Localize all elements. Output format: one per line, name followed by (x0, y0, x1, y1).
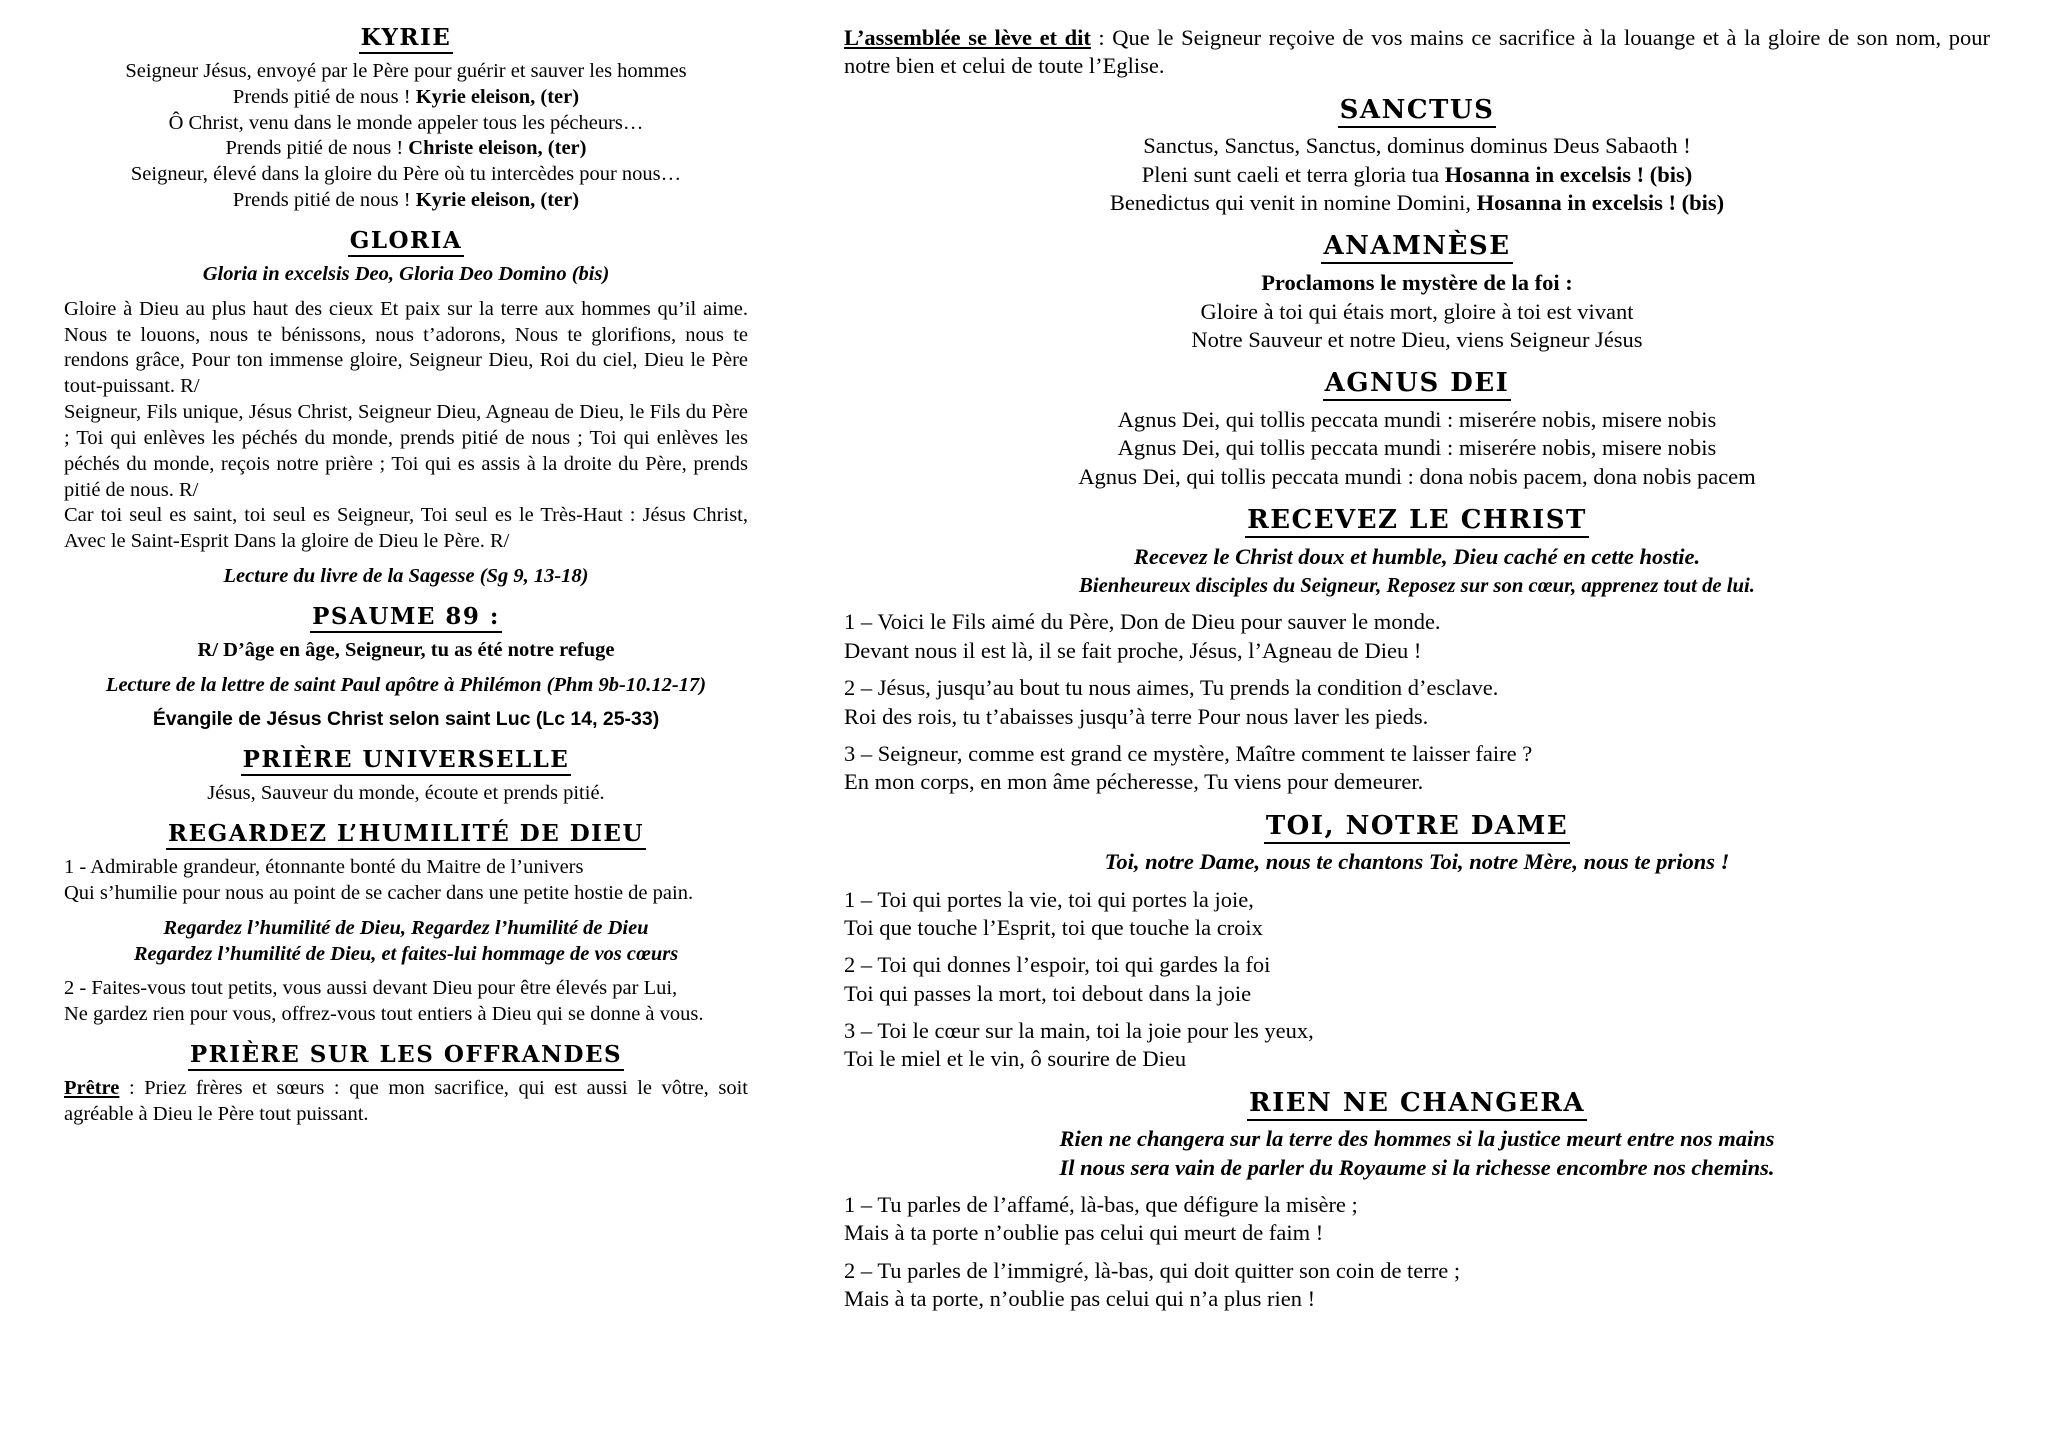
section-heading-text: PRIÈRE UNIVERSELLE (241, 746, 572, 776)
text-run: Sanctus, Sanctus, Sanctus, dominus dominus Deus Sabaoth ! (1143, 133, 1691, 159)
text-run: Jésus, Sauveur du monde, écoute et prends pitié. (207, 782, 605, 805)
text-line (844, 980, 1990, 1008)
text-line (844, 1125, 1990, 1153)
section-heading-text: ANAMNÈSE (1321, 231, 1512, 264)
text-line (64, 855, 748, 881)
text-run: Kyrie eleison, (ter) (415, 85, 580, 108)
stanza (64, 262, 748, 288)
text-run: Roi des rois, tu t’abaisses jusqu’à terre Pour nous laver les pieds. (844, 703, 1429, 729)
stanza (64, 673, 748, 699)
text-line (64, 976, 748, 1002)
text-run: Recevez le Christ doux et humble, Dieu caché en cette hostie. (1133, 543, 1701, 569)
text-run: Qui s’humilie pour nous au point de se cacher dans une petite hostie de pain. (64, 881, 694, 904)
section-heading-text: GLORIA (348, 227, 465, 257)
stanza (64, 59, 748, 214)
text-run: Évangile de Jésus Christ selon saint Luc (Lc 14, 25-33) (152, 708, 660, 731)
text-run: En mon corps, en mon âme pécheresse, Tu viens pour demeurer. (844, 769, 1424, 795)
stanza (844, 1017, 1990, 1074)
text-run: Agnus Dei, qui tollis peccata mundi : miserére nobis, misere nobis (1117, 407, 1717, 432)
stanza (844, 608, 1990, 665)
text-line (844, 406, 1990, 434)
text-line (64, 162, 748, 188)
section-heading-text: TOI, NOTRE DAME (1264, 811, 1570, 844)
text-run: Regardez l’humilité de Dieu, Regardez l’humilité de Dieu (163, 916, 649, 939)
text-run: Seigneur, élevé dans la gloire du Père où tu intercèdes pour nous… (130, 163, 682, 186)
stanza (844, 269, 1990, 354)
text-run: Lecture du livre de la Sagesse (Sg 9, 13-18) (223, 565, 589, 588)
text-run: Prends pitié de nous ! (232, 85, 416, 108)
text-line (844, 674, 1990, 702)
text-line (844, 434, 1990, 462)
section-heading-sanctus (844, 94, 1990, 127)
section-heading-regardez-l-humilite-de-dieu (64, 820, 748, 849)
text-run: Agnus Dei, qui tollis peccata mundi : miserére nobis, misere nobis (1117, 435, 1717, 461)
section-heading-priere-universelle (64, 746, 748, 775)
text-line (64, 673, 748, 699)
text-run: 1 – Voici le Fils aimé du Père, Don de Dieu pour sauver le monde. (844, 609, 1441, 635)
text-run: Ô Christ, venu dans le monde appeler tous les pécheurs… (168, 111, 644, 134)
left-column (64, 24, 748, 1314)
text-line (64, 638, 748, 664)
paragraph (64, 1076, 748, 1128)
text-line (844, 951, 1990, 979)
text-line (844, 608, 1990, 636)
text-line (64, 881, 748, 907)
paragraph (844, 24, 1990, 81)
text-run: 2 – Tu parles de l’immigré, là-bas, qui doit quitter son coin de terre ; (844, 1257, 1461, 1283)
stanza (64, 916, 748, 968)
text-run: Hosanna in excelsis ! (bis) (1476, 190, 1725, 216)
text-line (64, 942, 748, 968)
section-heading-anamnese (844, 230, 1990, 263)
text-run: 3 – Seigneur, comme est grand ce mystère, Maître comment te laisser faire ? (844, 740, 1533, 766)
text-run: Car toi seul es saint, toi seul es Seigneur, Toi seul es le Très-Haut : Jésus Christ, Avec le Saint-Esprit Dans la gloire de Dieu le Père. R/ (64, 504, 748, 553)
text-run: Devant nous il est là, il se fait proche, Jésus, l’Agneau de Dieu ! (844, 637, 1422, 663)
text-run: Regardez l’humilité de Dieu, et faites-lui hommage de vos cœurs (133, 942, 679, 965)
text-line (844, 1017, 1990, 1045)
text-line (64, 136, 748, 162)
section-heading-agnus-dei (844, 367, 1990, 400)
text-line (844, 1045, 1990, 1073)
section-heading-toi-notre-dame (844, 810, 1990, 843)
stanza (844, 1191, 1990, 1248)
stanza (844, 951, 1990, 1008)
text-line (844, 1154, 1990, 1182)
text-run: Agnus Dei, qui tollis peccata mundi : dona nobis pacem, dona nobis pacem (1078, 463, 1756, 489)
section-heading-text: RIEN NE CHANGERA (1247, 1088, 1587, 1121)
text-run: R/ D’âge en âge, Seigneur, tu as été notre refuge (197, 638, 615, 661)
text-run: Kyrie eleison, (ter) (415, 189, 580, 212)
text-run: : Priez frères et sœurs : que mon sacrifice, qui est aussi le vôtre, soit agréable à Dieu le Père tout puissant. (64, 1077, 748, 1125)
text-line (64, 564, 748, 590)
text-line (844, 914, 1990, 942)
paragraph (64, 297, 748, 400)
text-run: 2 - Faites-vous tout petits, vous aussi devant Dieu pour être élevés par Lui, (64, 977, 678, 1000)
stanza (64, 976, 748, 1028)
section-heading-gloria (64, 227, 748, 256)
text-line (844, 848, 1990, 876)
text-line (844, 326, 1990, 354)
stanza (844, 674, 1990, 731)
text-line (64, 85, 748, 111)
text-run: Christe eleison, (ter) (408, 137, 587, 160)
stanza (64, 855, 748, 907)
text-line (64, 707, 748, 733)
text-run: Ne gardez rien pour vous, offrez-vous tout entiers à Dieu qui se donne à vous. (64, 1003, 704, 1026)
section-heading-text: RECEVEZ LE CHRIST (1245, 505, 1589, 538)
text-run: Mais à ta porte n’oublie pas celui qui meurt de faim ! (844, 1220, 1324, 1246)
section-heading-psaume-89 (64, 603, 748, 632)
stanza (844, 848, 1990, 876)
stanza (844, 1125, 1990, 1182)
text-run: Notre Sauveur et notre Dieu, viens Seigneur Jésus (1191, 326, 1643, 352)
text-run: Benedictus qui venit in nomine Domini, (1109, 190, 1477, 216)
text-run: Il nous sera vain de parler du Royaume si la richesse encombre nos chemins. (1059, 1154, 1775, 1180)
stanza (844, 886, 1990, 943)
text-line (844, 740, 1990, 768)
section-heading-text: PSAUME 89 : (310, 603, 502, 633)
text-line (844, 463, 1990, 491)
text-run: Rien ne changera sur la terre des hommes si la justice meurt entre nos mains (1059, 1126, 1775, 1152)
section-heading-text: REGARDEZ L’HUMILITÉ DE DIEU (166, 820, 646, 850)
text-line (844, 768, 1990, 796)
text-line (64, 1002, 748, 1028)
text-run: 1 - Admirable grandeur, étonnante bonté du Maitre de l’univers (64, 856, 584, 879)
text-run: 3 – Toi le cœur sur la main, toi la joie pour les yeux, (844, 1018, 1314, 1043)
text-line (64, 188, 748, 214)
text-run: Toi, notre Dame, nous te chantons Toi, notre Mère, nous te prions ! (1104, 849, 1730, 875)
stanza (64, 564, 748, 590)
text-line (844, 886, 1990, 914)
paragraph (64, 503, 748, 555)
text-run: Prends pitié de nous ! (232, 189, 416, 212)
text-line (844, 1257, 1990, 1285)
text-run: Mais à ta porte, n’oublie pas celui qui n’a plus rien ! (844, 1286, 1316, 1312)
text-line (844, 571, 1990, 599)
text-line (64, 781, 748, 807)
text-run: Proclamons le mystère de la foi : (1261, 270, 1573, 296)
text-run: Gloire à toi qui étais mort, gloire à toi est vivant (1200, 298, 1634, 324)
text-line (64, 59, 748, 85)
section-heading-kyrie (64, 24, 748, 53)
text-line (844, 269, 1990, 297)
section-heading-text: SANCTUS (1338, 95, 1497, 128)
text-run: Lecture de la lettre de saint Paul apôtre à Philémon (Phm 9b-10.12-17) (105, 673, 707, 696)
text-run: Toi le miel et le vin, ô sourire de Dieu (844, 1046, 1187, 1072)
text-run: 1 – Tu parles de l’affamé, là-bas, que défigure la misère ; (844, 1192, 1358, 1218)
text-run: Gloria in excelsis Deo, Gloria Deo Domino (bis) (202, 262, 610, 285)
text-run: 2 – Toi qui donnes l’espoir, toi qui gardes la foi (844, 952, 1271, 978)
stanza (64, 781, 748, 807)
text-line (844, 1285, 1990, 1313)
stanza (64, 707, 748, 733)
stanza (844, 406, 1990, 491)
stanza (844, 543, 1990, 600)
text-run: Prends pitié de nous ! (225, 137, 409, 160)
text-run: L’assemblée se lève et dit (844, 25, 1091, 50)
stanza (844, 1257, 1990, 1314)
text-line (844, 132, 1990, 160)
text-run: Toi qui passes la mort, toi debout dans la joie (844, 980, 1252, 1006)
text-run: Gloire à Dieu au plus haut des cieux Et paix sur la terre aux hommes qu’il aime. Nous te louons, nous te bénissons, nous t’adorons, Nous te glorifions, nous te rendons grâce, Pour ton immense gloire, Seigneur Dieu, Roi du ciel, Dieu le Père tout-puissant. R/ (64, 297, 748, 398)
text-line (64, 111, 748, 137)
stanza (64, 638, 748, 664)
text-line (64, 916, 748, 942)
section-heading-text: AGNUS DEI (1323, 368, 1512, 401)
section-heading-text: KYRIE (359, 24, 454, 54)
text-line (844, 298, 1990, 326)
text-run: Seigneur, Fils unique, Jésus Christ, Seigneur Dieu, Agneau de Dieu, le Fils du Père ; Toi qui enlèves les péchés du monde, prends pitié de nous ; Toi qui enlèves les péchés du monde, reçois notre prière ; Toi qui es assis à la droite du Père, prends pitié de nous. R/ (64, 401, 748, 501)
text-line (844, 189, 1990, 217)
text-run: 1 – Toi qui portes la vie, toi qui portes la joie, (844, 886, 1254, 912)
section-heading-text: PRIÈRE SUR LES OFFRANDES (188, 1041, 624, 1071)
section-heading-priere-sur-les-offrandes (64, 1041, 748, 1070)
section-heading-recevez-le-christ (844, 504, 1990, 537)
text-line (844, 1219, 1990, 1247)
text-run: Toi que touche l’Esprit, toi que touche la croix (844, 914, 1263, 940)
text-line (844, 1191, 1990, 1219)
paragraph (64, 400, 748, 503)
text-run: Hosanna in excelsis ! (bis) (1444, 161, 1693, 187)
text-line (64, 262, 748, 288)
text-line (844, 637, 1990, 665)
text-line (844, 703, 1990, 731)
text-run: Bienheureux disciples du Seigneur, Reposez sur son cœur, apprenez tout de lui. (1079, 575, 1755, 598)
text-run: : Que le Seigneur reçoive de vos mains ce sacrifice à la louange et à la gloire de son nom, pour notre bien et celui de toute l’Eglise. (844, 25, 1990, 79)
text-line (844, 543, 1990, 571)
right-column (844, 24, 1990, 1314)
text-line (844, 161, 1990, 189)
text-run: 2 – Jésus, jusqu’au bout tu nous aimes, Tu prends la condition d’esclave. (844, 675, 1499, 701)
text-run: Prêtre (64, 1077, 120, 1099)
stanza (844, 132, 1990, 217)
stanza (844, 740, 1990, 797)
text-run: Pleni sunt caeli et terra gloria tua (1141, 161, 1445, 187)
section-heading-rien-ne-changera (844, 1087, 1990, 1120)
text-run: Seigneur Jésus, envoyé par le Père pour guérir et sauver les hommes (125, 59, 687, 82)
